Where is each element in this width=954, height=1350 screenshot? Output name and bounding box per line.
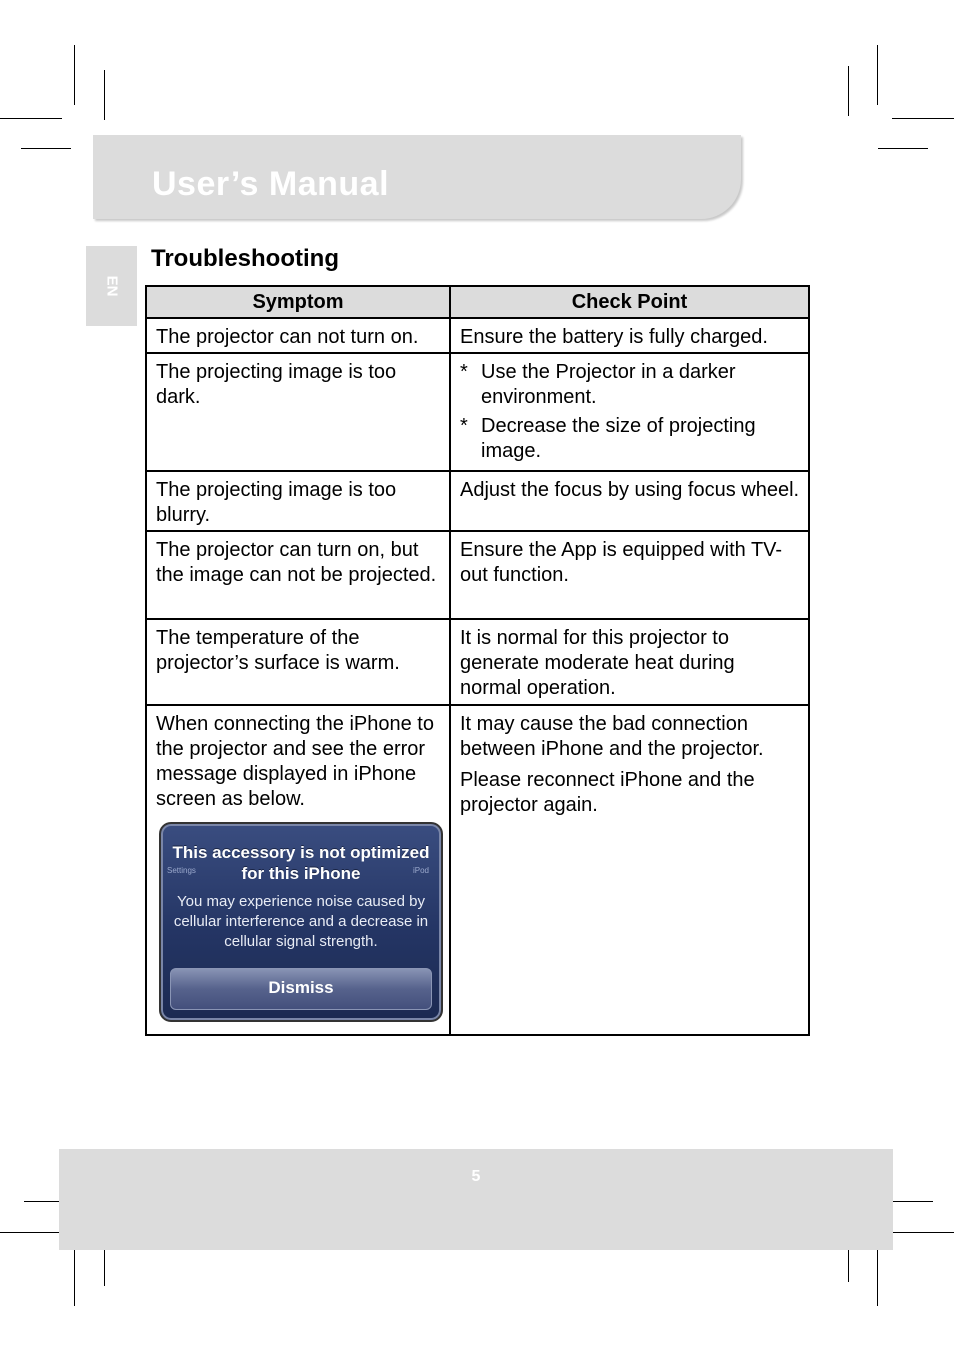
list-item-text: Use the Projector in a darker environment.: [481, 361, 736, 408]
crop-mark: [892, 118, 954, 119]
background-app-label: iPod: [412, 866, 429, 875]
section-title: Troubleshooting: [151, 245, 339, 272]
alert-message: You may experience noise caused by cellular interference and a decrease in cellular signal strength.: [173, 893, 429, 950]
symptom-cell: [146, 705, 450, 1035]
crop-mark: [878, 148, 928, 149]
symptom-cell: The projector can not turn on.: [146, 318, 450, 353]
check-paragraph: It may cause the bad connection between iPhone and the projector.: [460, 713, 764, 760]
page-number: 5: [471, 1168, 481, 1185]
table-row: [146, 353, 809, 471]
symptom-cell: The projecting image is too dark.: [146, 353, 450, 471]
bullet-marker: *: [460, 361, 468, 383]
language-tab: [86, 246, 137, 326]
table-row: [146, 705, 809, 1035]
check-cell: It is normal for this projector to generate moderate heat during normal operation.: [450, 619, 809, 705]
symptom-cell: The projecting image is too blurry.: [146, 471, 450, 531]
list-item: [460, 360, 800, 410]
symptom-cell: The temperature of the projector’s surface is warm.: [146, 619, 450, 705]
crop-mark: [104, 70, 105, 120]
iphone-alert-screenshot: [159, 822, 443, 1022]
crop-mark: [848, 66, 849, 116]
check-cell: Ensure the battery is fully charged.: [450, 318, 809, 353]
column-header-check-point: Check Point: [450, 286, 809, 318]
alert-title: This accessory is not optimized for this iPhone: [172, 843, 430, 883]
footer-bar: [59, 1149, 893, 1250]
check-cell: Adjust the focus by using focus wheel.: [450, 471, 809, 531]
crop-mark: [0, 1232, 62, 1233]
table-row: [146, 318, 809, 353]
crop-mark: [877, 1246, 878, 1306]
crop-mark: [892, 1232, 954, 1233]
background-app-label: Settings: [167, 866, 196, 875]
troubleshooting-table: [145, 285, 810, 1036]
symptom-cell: The projector can turn on, but the image can not be projected.: [146, 531, 450, 619]
check-paragraph: Please reconnect iPhone and the projector again.: [460, 769, 755, 816]
list-item: [460, 414, 800, 464]
list-item-text: Decrease the size of projecting image.: [481, 415, 756, 462]
table-header-row: [146, 286, 809, 318]
dismiss-button: Dismiss: [170, 968, 432, 1010]
crop-mark: [21, 148, 71, 149]
table-row: [146, 531, 809, 619]
bullet-marker: *: [460, 415, 468, 437]
symptom-text: When connecting the iPhone to the projector and see the error message displayed in iPhone screen as below.: [156, 713, 434, 810]
crop-mark: [0, 118, 62, 119]
crop-mark: [74, 45, 75, 105]
check-cell: [450, 353, 809, 471]
language-label: EN: [103, 275, 120, 297]
check-cell: [450, 705, 809, 1035]
header-bar: [93, 135, 741, 219]
check-cell: Ensure the App is equipped with TV-out function.: [450, 531, 809, 619]
table-row: [146, 619, 809, 705]
crop-mark: [74, 1246, 75, 1306]
table-row: [146, 471, 809, 531]
crop-mark: [877, 45, 878, 105]
manual-title: User’s Manual: [152, 165, 390, 203]
column-header-symptom: Symptom: [146, 286, 450, 318]
